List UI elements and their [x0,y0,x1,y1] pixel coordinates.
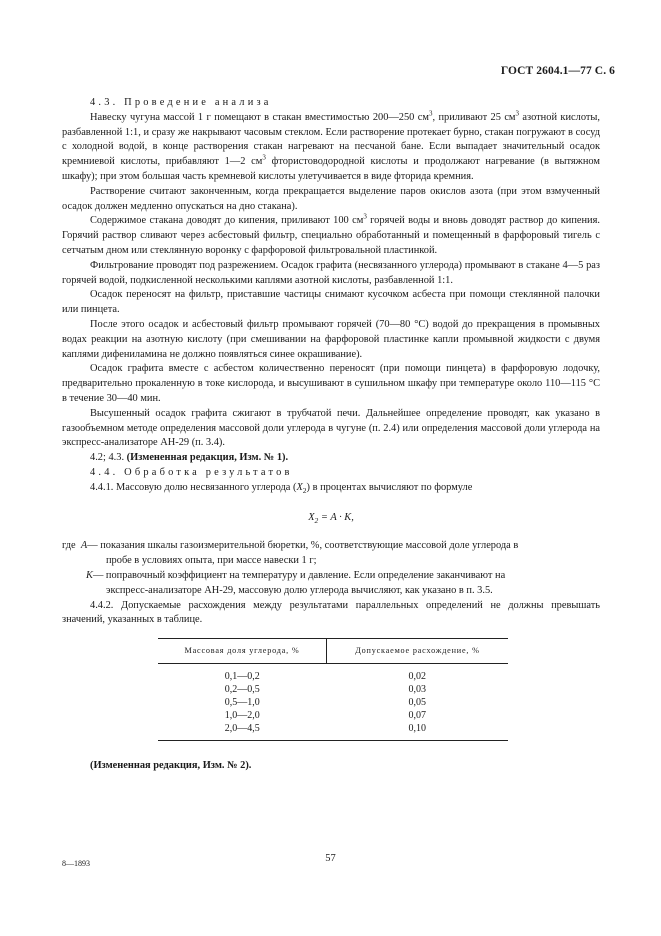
document-body [62,96,600,774]
standard-header: ГОСТ 2604.1—77 С. 6 [500,65,615,77]
table-cell: 0,2—0,5 [224,684,260,696]
table-cell: 0,05 [408,697,426,709]
formula: $X_2 = A \cdot K$, [308,511,354,525]
tolerance-table [158,638,508,741]
table-cell: 0,03 [408,684,426,696]
paragraph: Фильтрование проводят под разрежением. Осадок графита (несвязанного углерода) промывают в стакане 4—5 раз горячей водой, подкисленной несколькими каплями азотной кислоты, разбавленной 1:1. [62,259,600,286]
table-cell: 1,0—2,0 [224,710,260,722]
paragraph: После этого осадок и асбестовый фильтр промывают горячей (70—80 °С) водой до прекращения в промывных водах реакции на азотную кислоту (при смешивании на фарфоровой пластинке капли промывной жидкости с двумя каплями дифениламина не должно появляться синее окрашивание). [62,318,600,360]
page-number: 57 [325,853,336,864]
amendment-note-2: (Измененная редакция, Изм. № 2). [90,760,252,772]
print-code: 8—1893 [62,859,90,868]
table-cell: 0,02 [408,671,426,683]
paragraph: Растворение считают законченным, когда прекращается выделение паров окислов азота (при этом взмученный осадок должен медленно опускаться на дно стакана). [62,185,600,212]
table-cell: 0,5—1,0 [224,697,260,709]
table-cell: 0,10 [327,722,509,741]
column-header: Массовая доля углерода, % [158,639,327,664]
definition-a: где A — показания шкалы газоизмерительной бюретки, %, соответствующие массовой доле углерода в [62,540,519,552]
table-row [158,696,508,709]
paragraph: 4.4.2. Допускаемые расхождения между результатами параллельных определений не должны превышать значений, указанных в таблице. [62,599,600,626]
paragraph: Высушенный осадок графита сжигают в трубчатой печи. Дальнейшее определение проводят, как указано в газообъемном методе определения массовой доли углерода в чугуне (п. 2.4) или определения массовой доли углерода на экспресс-анализаторе АН-29 (п. 3.4). [62,407,600,449]
column-header: Допускаемое расхождение, % [327,639,509,664]
table-header-row [158,639,508,664]
table-cell: 0,07 [408,710,426,722]
table-row [158,664,508,684]
table-cell: 0,1—0,2 [224,671,260,683]
definition-k: K — поправочный коэффициент на температуру и давление. Если определение заканчивают на [86,570,506,582]
definition-a-cont: пробе в условиях опыта, при массе навески 1 г; [106,555,317,567]
paragraph: Осадок графита вместе с асбестом количественно переносят (при помощи пинцета) в фарфоровую лодочку, предварительно прокаленную в токе кислорода, и высушивают в сушильном шкафу при температуре около 110—115 °С в течение 30—40 мин. [62,363,600,404]
section-heading-4-3: 4.3. Проведение анализа [90,97,272,108]
paragraph: 4.4.1. Массовую долю несвязанного углерода $(X_2)$ в процентах вычисляют по формуле [90,481,473,495]
section-heading-4-4: 4.4. Обработка результатов [90,466,293,478]
paragraph: Содержимое стакана доводят до кипения, приливают 100 $см^3$ горячей воды и вновь доводят раствор до кипения. Горячий раствор сливают через асбестовый фильтр, специально обработанный и помещенный в фарфоровый тигель с сетчатым дном или стеклянную воронку с фарфоровой фильтровальной пластинкой. [62,212,600,256]
table-cell: 2,0—4,5 [158,722,327,741]
table-row [158,722,508,741]
formula-definitions [62,539,600,598]
paragraph: Навеску чугуна массой 1 г помещают в стакан вместимостью 200—250 $см^3$, приливают 25 $см^3$ азотной кислоты, разбавленной 1:1, и сразу же накрывают часовым стеклом. Если растворение протекает бурно, стакан погружают в сосуд с холодной водой, в конце растворения стакан нагревают на песчаной бане. Если выпадает значительный осадок кремниевой кислоты, прибавляют 1—2 $см^3$ фтористоводородной кислоты и продолжают нагревание (в вытяжном шкафу); при этом большая часть кремневой кислоты улетучивается в виде фторида кремния. [62,109,600,182]
table-row [158,683,508,696]
table-row [158,709,508,722]
amendment-note-1: 4.2; 4.3. (Измененная редакция, Изм. № 1). [90,452,289,464]
paragraph: Осадок переносят на фильтр, приставшие частицы снимают кусочком асбеста при помощи стеклянной палочки или пинцета. [62,289,600,316]
definition-k-cont: экспресс-анализаторе АН-29, массовую долю углерода вычисляют, как указано в п. 3.5. [106,584,493,596]
